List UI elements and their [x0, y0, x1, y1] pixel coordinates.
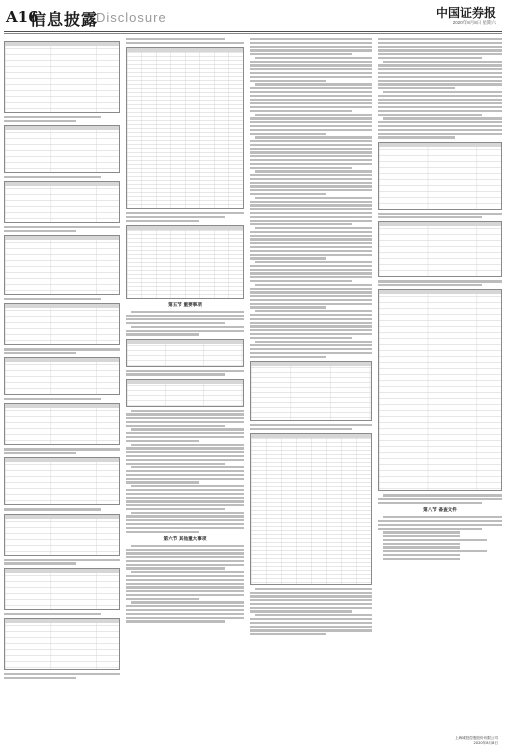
- table-header-row: [251, 362, 371, 366]
- text-line: [131, 512, 244, 514]
- text-line: [250, 629, 372, 631]
- table-header-row: [5, 358, 119, 362]
- table-header-row: [5, 42, 119, 46]
- text-line: [250, 42, 372, 44]
- text-line: [126, 586, 244, 588]
- text-line: [126, 497, 244, 499]
- text-line: [126, 613, 244, 615]
- text-line: [250, 265, 372, 267]
- text-line: [250, 64, 372, 66]
- text-line: [250, 269, 372, 271]
- table-header-row: [5, 304, 119, 308]
- text-line: [250, 626, 372, 628]
- data-table: [126, 339, 244, 367]
- text-line: [250, 337, 352, 339]
- text-line: [250, 356, 326, 358]
- text-line: [255, 114, 372, 116]
- text-line: [383, 550, 487, 552]
- text-line: [383, 61, 502, 63]
- text-line: [250, 185, 372, 187]
- text-line: [126, 425, 225, 427]
- text-line: [378, 121, 502, 123]
- info-table: [4, 457, 120, 505]
- text-line: [126, 552, 244, 554]
- table-header-row: [5, 404, 119, 408]
- text-line: [4, 298, 101, 300]
- table-header-row: [127, 226, 243, 230]
- text-line: [250, 133, 326, 135]
- text-line: [378, 129, 502, 131]
- header-rule: [4, 31, 502, 32]
- text-line: [126, 440, 199, 442]
- text-line: [250, 599, 372, 601]
- text-line: [250, 38, 372, 40]
- text-line: [378, 99, 502, 101]
- section-code: A16: [6, 8, 39, 26]
- text-line: [126, 455, 244, 457]
- text-line: [250, 151, 372, 153]
- text-line: [250, 53, 352, 55]
- text-line: [4, 613, 101, 615]
- text-line: [250, 603, 372, 605]
- text-line: [250, 125, 372, 127]
- text-line: [250, 314, 372, 316]
- text-line: [383, 117, 502, 119]
- text-line: [255, 588, 372, 590]
- text-line: [126, 564, 244, 566]
- text-line: [4, 398, 101, 400]
- text-line: [126, 38, 225, 40]
- info-table: [4, 303, 120, 345]
- text-line: [126, 322, 225, 324]
- text-line: [250, 174, 372, 176]
- text-line: [255, 83, 372, 85]
- text-line: [126, 333, 199, 335]
- text-line: [250, 167, 352, 169]
- text-line: [4, 352, 76, 354]
- text-line: [126, 493, 244, 495]
- text-line: [378, 502, 482, 504]
- data-table: [126, 47, 244, 209]
- text-line: [250, 592, 372, 594]
- text-line: [250, 595, 372, 597]
- issue-dateline: 2020年8月8日 星期六: [452, 20, 496, 25]
- text-line: [126, 605, 244, 607]
- info-table: [4, 357, 120, 395]
- header-rule-thin: [4, 33, 502, 34]
- text-line: [250, 318, 372, 320]
- section-title: 信息披露: [30, 10, 99, 29]
- text-line: [250, 148, 372, 150]
- text-line: [126, 519, 244, 521]
- text-line: [255, 284, 372, 286]
- text-line: [250, 257, 326, 259]
- text-line: [126, 590, 244, 592]
- text-line: [383, 539, 487, 541]
- text-line: [383, 516, 502, 518]
- text-line: [250, 201, 372, 203]
- text-line: [126, 370, 244, 372]
- text-line: [378, 102, 502, 104]
- text-line: [383, 494, 502, 496]
- text-line: [250, 117, 372, 119]
- text-line: [383, 91, 502, 93]
- text-line: [131, 466, 244, 468]
- text-line: [126, 583, 244, 585]
- data-table: [378, 142, 502, 210]
- text-line: [126, 556, 244, 558]
- text-line: [250, 610, 352, 612]
- text-line: [126, 531, 199, 533]
- text-line: [250, 618, 372, 620]
- text-line: [126, 436, 244, 438]
- text-line: [250, 72, 372, 74]
- text-line: [126, 504, 244, 506]
- text-line: [126, 478, 244, 480]
- text-line: [255, 614, 372, 616]
- info-table: [4, 125, 120, 173]
- text-line: [4, 348, 120, 350]
- text-line: [250, 220, 372, 222]
- text-line: [250, 306, 326, 308]
- text-line: [378, 76, 502, 78]
- text-line: [255, 197, 372, 199]
- column-1: [4, 38, 120, 744]
- text-line: [250, 140, 372, 142]
- text-line: [378, 524, 502, 526]
- text-line: [250, 208, 372, 210]
- table-header-row: [5, 515, 119, 519]
- text-line: [250, 163, 372, 165]
- data-table: [378, 221, 502, 277]
- text-line: [378, 284, 482, 286]
- text-line: [378, 95, 502, 97]
- text-line: [250, 46, 372, 48]
- text-line: [255, 136, 372, 138]
- text-line: [131, 601, 244, 603]
- text-line: [4, 673, 120, 675]
- text-line: [126, 598, 199, 600]
- text-line: [4, 562, 76, 564]
- text-line: [250, 99, 372, 101]
- text-line: [250, 246, 372, 248]
- text-line: [4, 452, 76, 454]
- text-line: [383, 554, 460, 556]
- text-line: [250, 178, 372, 180]
- text-line: [250, 212, 372, 214]
- text-line: [126, 451, 244, 453]
- issue-date: 2020年8月8日: [473, 741, 498, 745]
- text-line: [131, 428, 244, 430]
- text-line: [126, 500, 244, 502]
- section-heading: 第八节 备查文件: [423, 508, 457, 514]
- info-table: [4, 181, 120, 223]
- text-line: [250, 325, 372, 327]
- text-line: [126, 421, 244, 423]
- text-line: [250, 280, 352, 282]
- text-line: [126, 515, 244, 517]
- text-line: [378, 114, 482, 116]
- text-line: [378, 136, 455, 138]
- text-line: [250, 291, 372, 293]
- text-line: [250, 129, 372, 131]
- text-line: [250, 231, 372, 233]
- text-line: [255, 170, 372, 172]
- text-line: [378, 64, 502, 66]
- text-line: [255, 227, 372, 229]
- text-line: [126, 527, 244, 529]
- text-line: [378, 528, 482, 530]
- text-line: [4, 116, 101, 118]
- text-line: [250, 322, 372, 324]
- text-line: [378, 80, 502, 82]
- text-line: [126, 609, 244, 611]
- table-header-row: [5, 619, 119, 623]
- masthead-logo: 中国证券报: [435, 6, 496, 20]
- section-title-en: Disclosure: [96, 10, 167, 25]
- page-header: [0, 0, 506, 32]
- text-line: [250, 182, 372, 184]
- text-line: [126, 413, 244, 415]
- text-line: [126, 330, 244, 332]
- text-line: [378, 125, 502, 127]
- text-line: [126, 212, 244, 214]
- table-header-row: [127, 380, 243, 384]
- info-table: [4, 568, 120, 610]
- text-line: [126, 575, 244, 577]
- text-line: [250, 91, 372, 93]
- text-line: [250, 254, 372, 256]
- text-line: [126, 594, 244, 596]
- text-line: [378, 213, 502, 215]
- text-line: [126, 560, 244, 562]
- text-line: [126, 489, 244, 491]
- info-table: [4, 235, 120, 295]
- text-line: [250, 102, 372, 104]
- info-table: [4, 403, 120, 445]
- text-line: [378, 42, 502, 44]
- text-line: [4, 176, 101, 178]
- text-line: [378, 110, 502, 112]
- text-line: [250, 87, 372, 89]
- column-2: [126, 38, 244, 744]
- text-line: [131, 444, 244, 446]
- text-line: [378, 280, 502, 282]
- text-line: [250, 49, 372, 51]
- text-line: [131, 485, 244, 487]
- text-line: [131, 545, 244, 547]
- text-line: [250, 110, 352, 112]
- text-line: [383, 531, 460, 533]
- text-line: [378, 46, 502, 48]
- text-line: [250, 276, 372, 278]
- text-line: [378, 49, 502, 51]
- text-line: [131, 311, 244, 313]
- text-line: [250, 80, 326, 82]
- section-heading: 第六节 其他重大事项: [163, 536, 207, 542]
- text-line: [378, 87, 455, 89]
- text-line: [131, 571, 244, 573]
- column-4: [378, 38, 502, 744]
- data-table: [250, 433, 372, 585]
- text-line: [250, 95, 372, 97]
- text-line: [378, 57, 482, 59]
- text-line: [126, 620, 225, 622]
- text-line: [4, 120, 76, 122]
- text-line: [250, 106, 372, 108]
- text-line: [131, 326, 244, 328]
- info-table: [4, 41, 120, 113]
- text-line: [378, 83, 502, 85]
- text-line: [250, 607, 372, 609]
- text-line: [383, 535, 460, 537]
- issuer-signature: [455, 736, 498, 746]
- info-table: [4, 618, 120, 670]
- text-line: [250, 299, 372, 301]
- table-header-row: [5, 458, 119, 462]
- text-line: [126, 220, 199, 222]
- text-line: [378, 520, 502, 522]
- text-line: [126, 481, 199, 483]
- text-line: [250, 303, 372, 305]
- text-line: [383, 558, 460, 560]
- table-header-row: [251, 434, 371, 438]
- text-line: [126, 579, 244, 581]
- text-line: [4, 508, 101, 510]
- table-header-row: [379, 290, 501, 294]
- text-line: [250, 352, 372, 354]
- text-line: [250, 238, 372, 240]
- text-line: [250, 155, 372, 157]
- text-line: [250, 189, 372, 191]
- text-line: [255, 341, 372, 343]
- text-line: [126, 474, 244, 476]
- text-line: [250, 121, 372, 123]
- text-line: [250, 329, 372, 331]
- text-line: [250, 633, 326, 635]
- table-header-row: [5, 569, 119, 573]
- text-line: [126, 216, 225, 218]
- text-line: [378, 498, 502, 500]
- text-line: [250, 295, 372, 297]
- text-line: [255, 310, 372, 312]
- text-line: [126, 318, 244, 320]
- text-line: [250, 76, 372, 78]
- table-header-row: [379, 222, 501, 226]
- text-line: [250, 68, 372, 70]
- text-line: [126, 447, 244, 449]
- data-table: [126, 225, 244, 299]
- text-line: [126, 508, 225, 510]
- text-line: [250, 250, 372, 252]
- text-line: [378, 53, 502, 55]
- text-line: [250, 622, 372, 624]
- text-line: [4, 226, 120, 228]
- text-line: [126, 459, 244, 461]
- table-header-row: [127, 48, 243, 52]
- text-line: [126, 315, 244, 317]
- text-line: [126, 463, 225, 465]
- text-line: [250, 61, 372, 63]
- text-line: [383, 546, 460, 548]
- text-line: [378, 38, 502, 40]
- text-line: [250, 223, 352, 225]
- table-header-row: [5, 236, 119, 240]
- text-line: [250, 272, 372, 274]
- data-table: [378, 289, 502, 491]
- text-line: [250, 242, 372, 244]
- text-line: [4, 559, 120, 561]
- text-line: [126, 617, 244, 619]
- info-table: [4, 514, 120, 556]
- text-line: [255, 261, 372, 263]
- text-line: [250, 333, 372, 335]
- text-line: [378, 216, 482, 218]
- text-line: [126, 549, 244, 551]
- text-line: [126, 432, 244, 434]
- section-heading: 第五节 重要事项: [168, 302, 202, 308]
- text-line: [4, 448, 120, 450]
- table-header-row: [379, 143, 501, 147]
- issuer-name: 上海城投控股股份有限公司: [454, 736, 498, 740]
- text-line: [250, 424, 372, 426]
- text-line: [4, 230, 76, 232]
- text-line: [4, 677, 76, 679]
- text-line: [126, 523, 244, 525]
- text-line: [131, 410, 244, 412]
- text-line: [126, 417, 244, 419]
- text-line: [250, 193, 326, 195]
- text-line: [250, 348, 372, 350]
- data-table: [250, 361, 372, 421]
- text-line: [250, 159, 372, 161]
- text-line: [378, 133, 502, 135]
- text-line: [250, 216, 372, 218]
- data-table: [126, 379, 244, 407]
- text-line: [126, 567, 225, 569]
- column-3: [250, 38, 372, 744]
- text-line: [255, 57, 372, 59]
- table-header-row: [5, 126, 119, 130]
- text-line: [250, 144, 372, 146]
- text-line: [126, 42, 244, 44]
- text-line: [126, 470, 244, 472]
- text-line: [378, 106, 502, 108]
- text-line: [378, 68, 502, 70]
- text-line: [250, 344, 372, 346]
- text-line: [250, 235, 372, 237]
- table-header-row: [127, 340, 243, 344]
- table-header-row: [5, 182, 119, 186]
- text-line: [250, 428, 352, 430]
- text-line: [126, 373, 225, 375]
- text-line: [383, 543, 460, 545]
- text-line: [250, 204, 372, 206]
- text-line: [378, 72, 502, 74]
- text-line: [250, 288, 372, 290]
